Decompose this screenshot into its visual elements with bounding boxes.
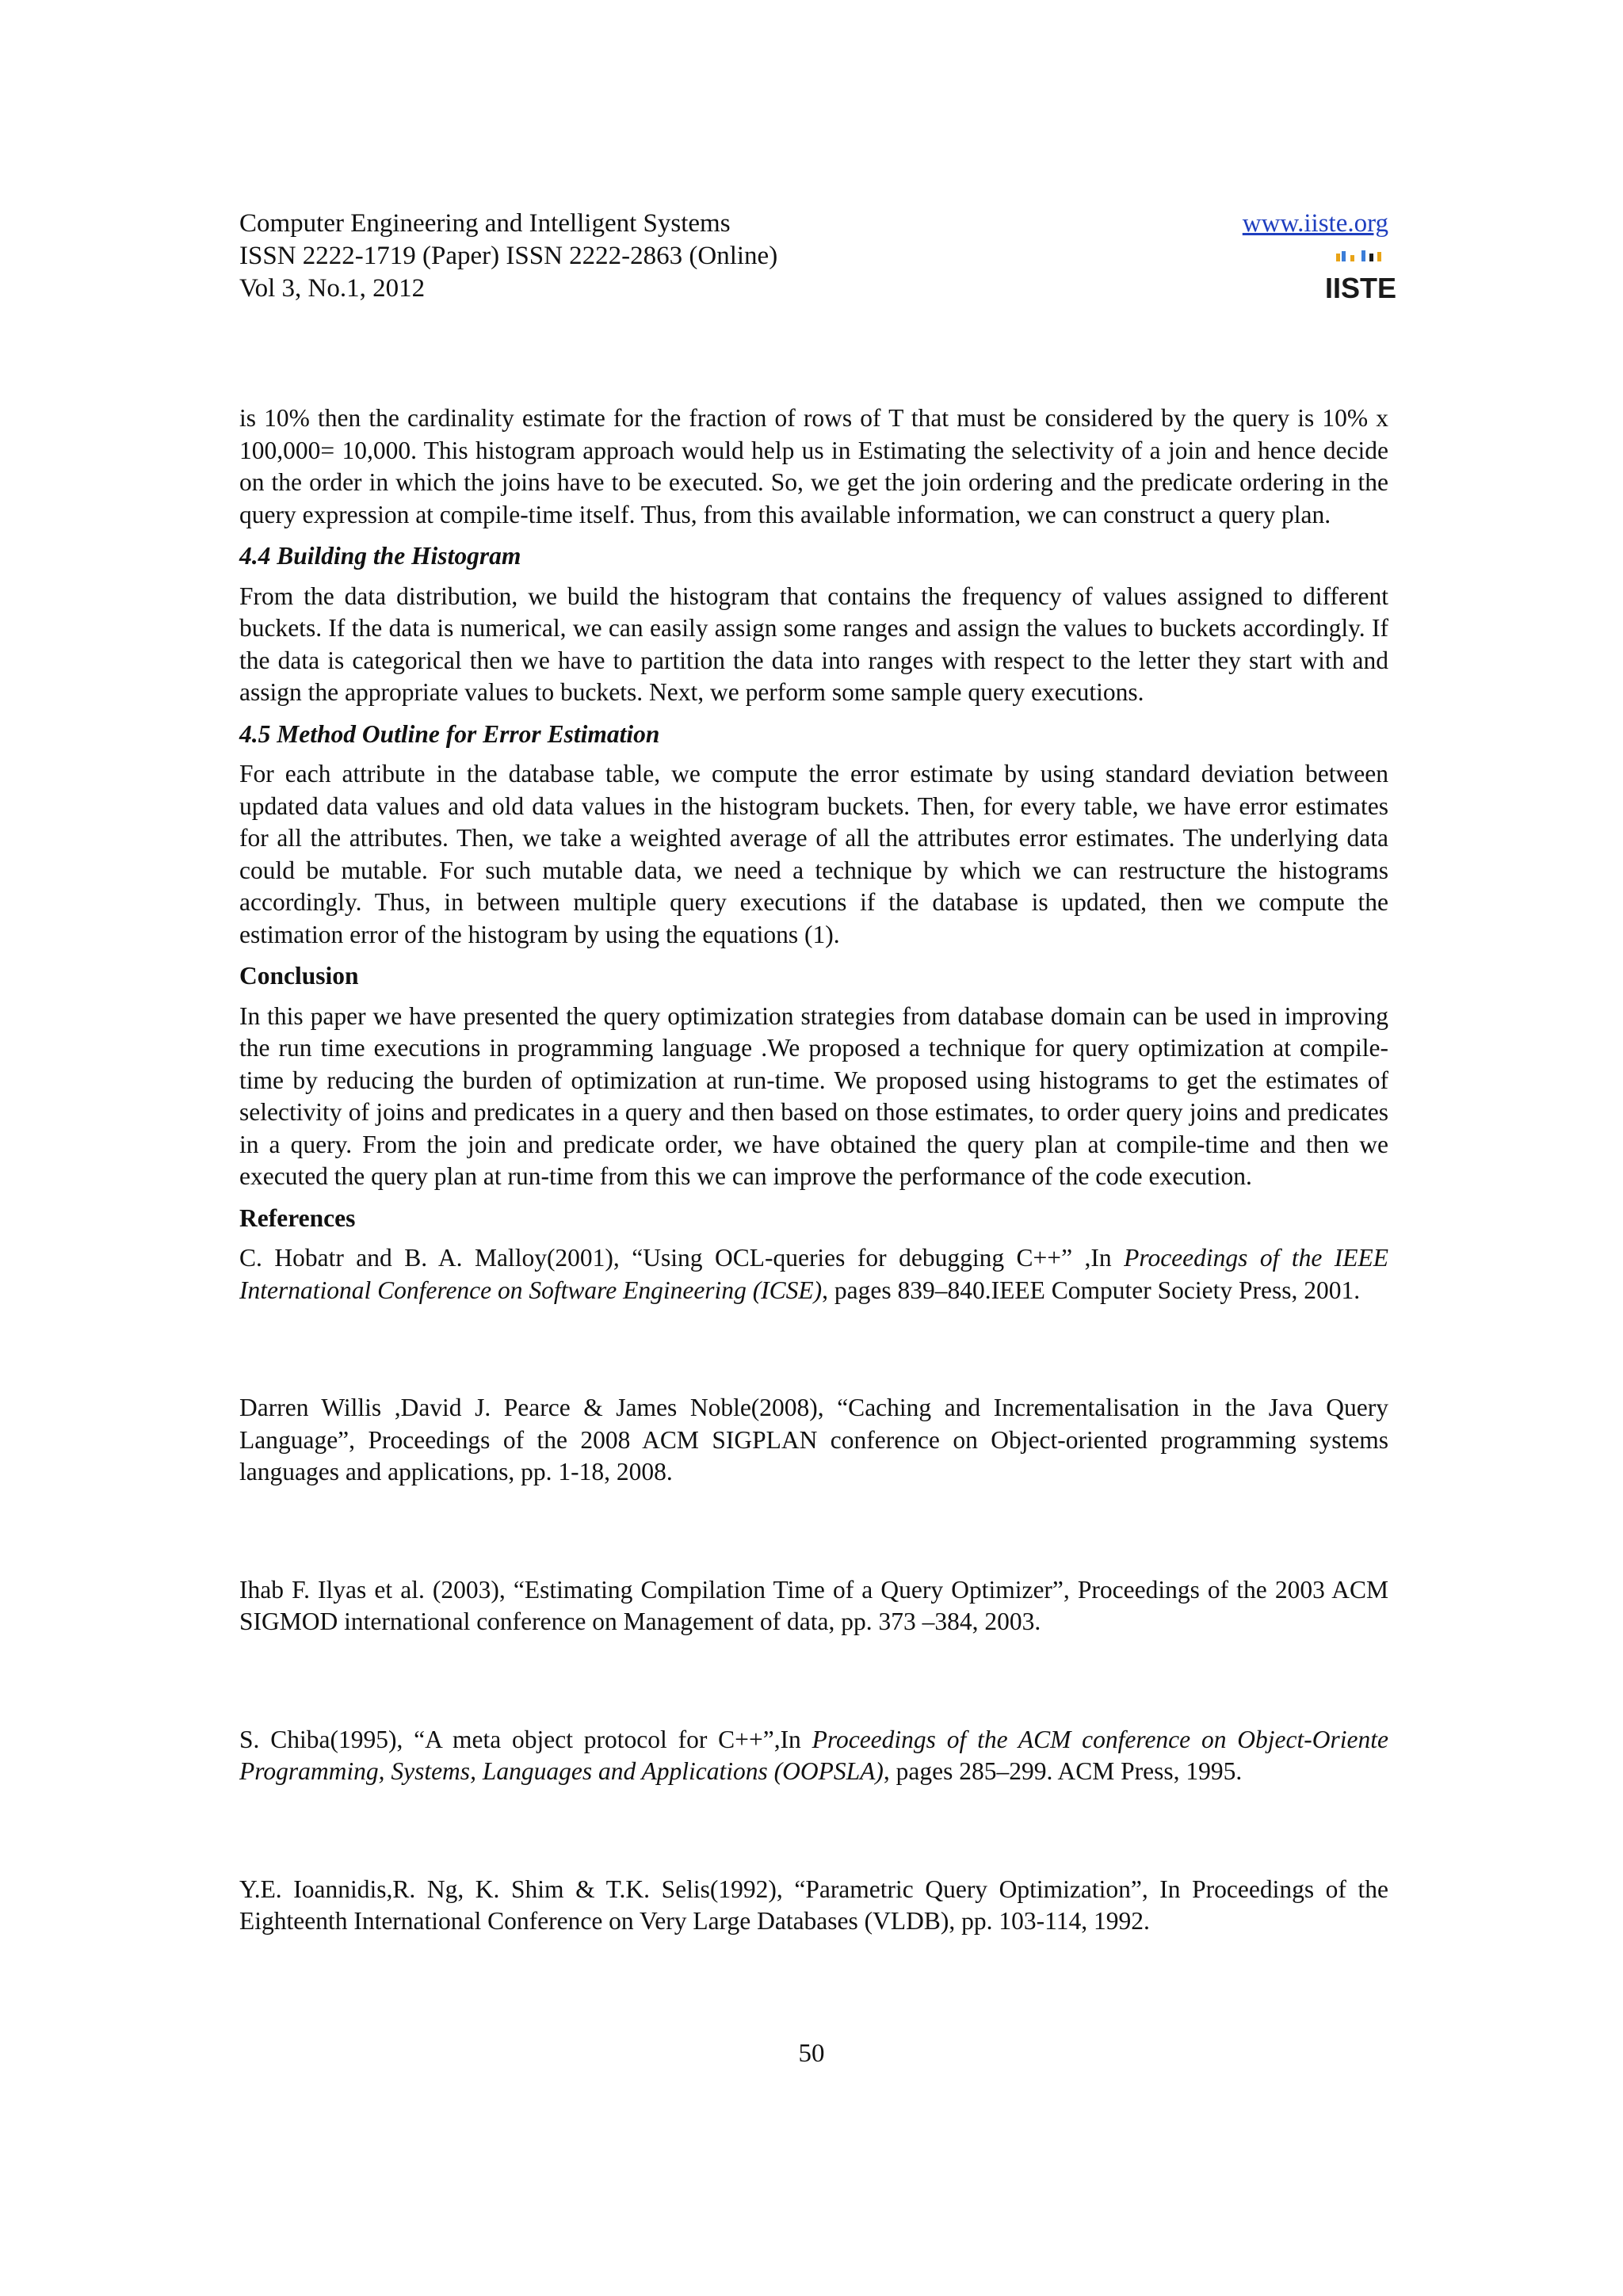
journal-title: Computer Engineering and Intelligent Systems: [239, 209, 731, 238]
section-4-5-heading: 4.5 Method Outline for Error Estimation: [239, 719, 660, 748]
logo-text: IISTE: [1324, 272, 1397, 304]
references-heading: References: [239, 1203, 356, 1232]
page-header: [239, 208, 1397, 305]
reference-item: Ihab F. Ilyas et al. (2003), “Estimating Compilation Time of a Query Optimizer”, Proceedings of the 2003 ACM SIGMOD international conference on Management of data, pp. 373 –384, 2003.: [239, 1575, 1388, 1635]
page-content: [239, 402, 1388, 1938]
reference-item: S. Chiba(1995), “A meta object protocol for C++”,In Proceedings of the ACM conference on Object-Oriente Programming, Systems, Languages and Applications (OOPSLA), pages 285–299. ACM Press, 1995.: [239, 1725, 1388, 1785]
conclusion-heading: Conclusion: [239, 962, 359, 990]
website-link[interactable]: www.iiste.org: [1242, 209, 1388, 238]
journal-volume: Vol 3, No.1, 2012: [239, 274, 426, 303]
journal-issn: ISSN 2222-1719 (Paper) ISSN 2222-2863 (Online): [239, 242, 778, 270]
section-4-4-heading: 4.4 Building the Histogram: [239, 542, 521, 570]
reference-item: Y.E. Ioannidis,R. Ng, K. Shim & T.K. Selis(1992), “Parametric Query Optimization”, In Proceedings of the Eighteenth International Conference on Very Large Databases (VLDB), pp. 103-114, 1992.: [239, 1875, 1388, 1935]
reference-item: C. Hobatr and B. A. Malloy(2001), “Using OCL-queries for debugging C++” ,In Proceedings of the IEEE International Conference on Software Engineering (ICSE), pages 839–840.IEEE Computer Society Press, 2001.: [239, 1244, 1388, 1304]
intro-paragraph: is 10% then the cardinality estimate for the fraction of rows of T that must be considered by the query is 10% x 100,000= 10,000. This histogram approach would help us in Estimating the selectivity of a join and hence decide on the order in which the joins have to be executed. So, we get the join ordering and the predicate ordering in the query expression at compile-time itself. Thus, from this available information, we can construct a query plan.: [239, 404, 1388, 528]
section-4-4-text: From the data distribution, we build the histogram that contains the frequency of values assigned to different buckets. If the data is numerical, we can easily assign some ranges and assign the values to buckets accordingly. If the data is categorical then we have to partition the data into ranges with respect to the letter they start with and assign the appropriate values to buckets. Next, we perform some sample query executions.: [239, 582, 1388, 706]
iiste-logo: [1324, 249, 1397, 304]
reference-item: Darren Willis ,David J. Pearce & James Noble(2008), “Caching and Incrementalisation in the Java Query Language”, Proceedings of the 2008 ACM SIGPLAN conference on Object-oriented programming systems languages and applications, pp. 1-18, 2008.: [239, 1394, 1388, 1486]
page-number: 50: [798, 2039, 825, 2068]
section-4-5-text: For each attribute in the database table, we compute the error estimate by using standard deviation between updated data values and old data values in the histogram buckets. Then, for every table, we have error estimates for all the attributes. Then, we take a weighted average of all the attributes error estimates. The underlying data could be mutable. For such mutable data, we need a technique by which we can restructure the histograms accordingly. Thus, in between multiple query executions if the database is updated, then we compute the estimation error of the histogram by using the equations (1).: [239, 760, 1388, 948]
conclusion-text: In this paper we have presented the query optimization strategies from database domain can be used in improving the run time executions in programming language .We proposed a technique for query optimization at compile-time by reducing the burden of optimization at run-time. We proposed using histograms to get the estimates of selectivity of joins and predicates in a query and then based on those estimates, to order query joins and predicates in a query. From the join and predicate order, we have obtained the query plan at compile-time and then we executed the query plan at run-time from this we can improve the performance of the code execution.: [239, 1001, 1388, 1190]
